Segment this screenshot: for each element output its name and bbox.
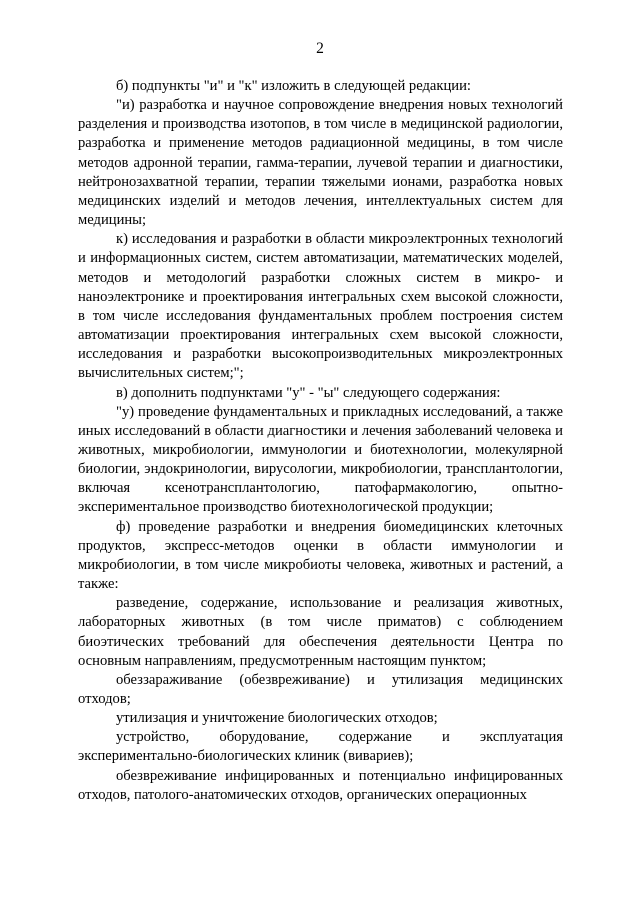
paragraph-amend-subitems: б) подпункты "и" и "к" изложить в следующей редакции: xyxy=(116,78,471,94)
paragraph-item-u: "у) проведение фундаментальных и прикладных исследований, а также иных исследований в области диагностики и лечения заболеваний человека и животных, микробиологии, иммунологии и биотехнологии, молекулярной биологии, эндокринологии, вирусологии, микробиологии, трансплантологии, включая ксенотрансплантологию, патофармакологию, опытно-экспериментальное производство биотехнологической продукции; xyxy=(78,403,563,516)
paragraph-vivarium: устройство, оборудование, содержание и эксплуатация экспериментально-биологических клиник (вивариев); xyxy=(78,729,563,765)
paragraph-item-i: "и) разработка и научное сопровождение внедрения новых технологий разделения и производства изотопов, в том числе в медицинской радиологии, разработка и применение методов радиационной медицины, в том числе методов адронной терапии, гамма-терапии, лучевой терапии и диагностики, нейтронозахватной терапии, терапии тяжелыми ионами, разработка новых медицинских изделий и методов лечения, интеллектуальных систем для медицины; xyxy=(78,97,563,229)
paragraph-disinfection: обеззараживание (обезвреживание) и утилизация медицинских отходов; xyxy=(78,671,563,707)
paragraph-item-k: к) исследования и разработки в области микроэлектронных технологий и информационных систем, систем автоматизации, математических моделей, методов и методологий разработки сложных систем в микро- и наноэлектронике и проектирования интегральных схем высокой сложности, в том числе исследования фундаментальных проблем построения систем автоматизации проектирования интегральных схем высокой сложности, исследования и разработки высокопроизводительных микроэлектронных вычислительных систем;"; xyxy=(78,231,563,382)
paragraph-bio-waste: утилизация и уничтожение биологических отходов; xyxy=(116,710,438,727)
paragraph-add-subitems: в) дополнить подпунктами "у" - "ы" следующего содержания: xyxy=(116,384,501,401)
paragraph-item-f: ф) проведение разработки и внедрения биомедицинских клеточных продуктов, экспресс-методов оценки в области иммунологии и микробиологии, в том числе микробиоты человека, животных и растений, а также: xyxy=(78,518,563,593)
document-body xyxy=(78,77,563,805)
page-number: 2 xyxy=(316,40,324,57)
paragraph-infected-waste: обезвреживание инфицированных и потенциально инфицированных отходов, патолого-анатомических отходов, органических операционных xyxy=(78,767,563,803)
paragraph-animals: разведение, содержание, использование и реализация животных, лабораторных животных (в том числе приматов) с соблюдением биоэтических требований для обеспечения деятельности Центра по основным направлениям, предусмотренным настоящим пунктом; xyxy=(78,595,563,669)
